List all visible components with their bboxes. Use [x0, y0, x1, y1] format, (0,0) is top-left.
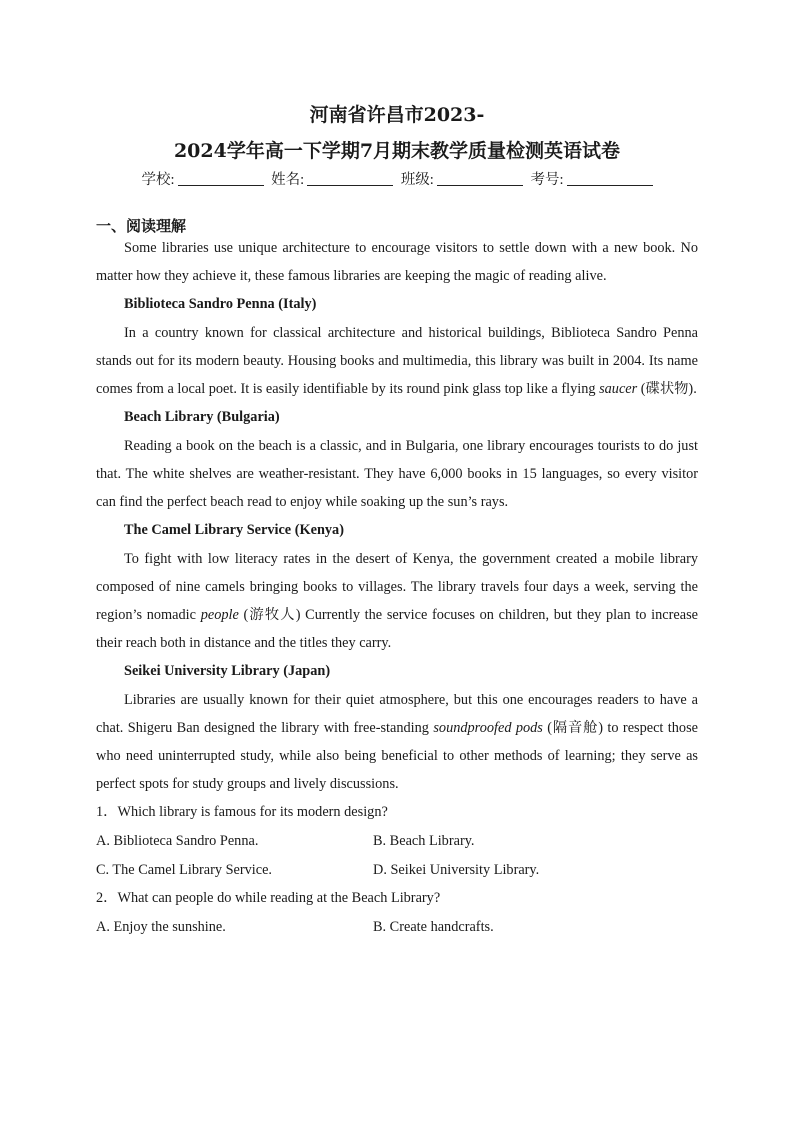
glossed-term: soundproofed pods	[433, 720, 543, 736]
answer-option[interactable]: B. Beach Library.	[373, 833, 475, 849]
section-heading: 一、阅读理解	[96, 217, 187, 235]
library-heading: Beach Library (Bulgaria)	[124, 409, 280, 425]
glossed-term: saucer	[599, 381, 638, 397]
answer-option[interactable]: D. Seikei University Library.	[373, 861, 540, 878]
library-paragraph: Reading a book on the beach is a classic, and in Bulgaria, one library encourages tourists to do just that. The white shelves are weather-resistant. They have 6,000 books in 15 languages, so every visitor can find the perfect beach read to enjoy while soaking up the sun’s rays.	[96, 438, 698, 510]
name-blank[interactable]	[307, 171, 393, 186]
library-heading: Biblioteca Sandro Penna (Italy)	[124, 296, 317, 312]
reading-passage	[96, 234, 698, 942]
intro-paragraph: Some libraries use unique architecture to encourage visitors to settle down with a new book. No matter how they achieve it, these famous libraries are keeping the magic of reading alive.	[96, 240, 698, 284]
class-field[interactable]	[401, 167, 523, 193]
paragraph-text: In a country known for classical architecture and historical buildings, Biblioteca Sandro Penna stands out for its modern beauty. Housing books and multimedia, this library was built in 2004. Its name comes from a local poet. It is easily identifiable by its round pink glass top like a flying	[96, 325, 698, 397]
answer-options-row	[96, 913, 698, 942]
class-blank[interactable]	[437, 171, 523, 186]
answer-options-row	[96, 827, 698, 856]
paragraph-text: To fight with low literacy rates in the desert of Kenya, the government created a mobile library composed of nine camels bringing books to villages. The library travels four days a week, serving the region’s nomadic	[96, 551, 698, 623]
exam-number-blank[interactable]	[567, 171, 653, 186]
school-field[interactable]	[142, 167, 264, 193]
glossed-term: people	[200, 607, 239, 623]
exam-title-line-1: 河南省许昌市2023-	[309, 104, 485, 126]
exam-number-label: 考号:	[530, 172, 564, 188]
answer-option[interactable]: A. Enjoy the sunshine.	[96, 919, 226, 935]
student-info-fields	[96, 167, 698, 193]
library-paragraph	[96, 319, 698, 403]
gloss-text: (隔音舱) to respect those who need uninterrupted study, while also being beneficial to other methods of learning; they serve as perfect spots for study groups and lively discussions.	[96, 720, 698, 792]
name-field[interactable]	[271, 167, 393, 193]
gloss-text: (游牧人) Currently the service focuses on children, but they plan to increase their reach both in distance and the titles they carry.	[96, 607, 698, 651]
name-label: 姓名:	[271, 172, 305, 188]
class-label: 班级:	[400, 172, 434, 188]
school-label: 学校:	[141, 172, 175, 188]
question-stem: 1．Which library is famous for its modern design?	[96, 804, 388, 820]
exam-number-field[interactable]	[530, 167, 652, 193]
answer-option[interactable]: C. The Camel Library Service.	[96, 861, 273, 878]
question-stem: 2．What can people do while reading at the Beach Library?	[96, 890, 441, 906]
school-blank[interactable]	[178, 171, 264, 186]
answer-options-row	[96, 856, 698, 885]
library-paragraph	[96, 686, 698, 798]
answer-option[interactable]: B. Create handcrafts.	[373, 919, 494, 935]
gloss-text: (碟状物).	[637, 381, 697, 397]
library-heading: Seikei University Library (Japan)	[124, 663, 331, 679]
exam-title-line-2: 2024学年高一下学期7月期末教学质量检测英语试卷	[173, 140, 621, 162]
paragraph-text: Libraries are usually known for their quiet atmosphere, but this one encourages readers to have a chat. Shigeru Ban designed the library with free-standing	[96, 692, 698, 736]
library-paragraph	[96, 545, 698, 657]
answer-option[interactable]: A. Biblioteca Sandro Penna.	[96, 833, 259, 849]
library-heading: The Camel Library Service (Kenya)	[124, 522, 344, 538]
